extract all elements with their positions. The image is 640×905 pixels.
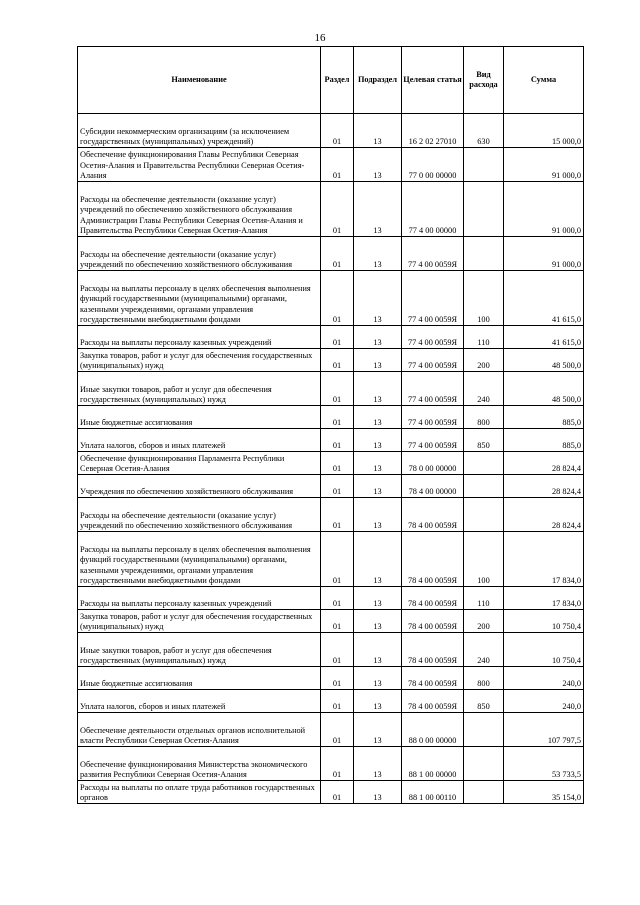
row-amount: 885,0 <box>504 406 584 429</box>
row-amount: 53 733,5 <box>504 747 584 781</box>
row-type: 240 <box>464 633 504 667</box>
table-row <box>78 781 584 804</box>
row-subsection: 13 <box>354 114 402 148</box>
row-name: Расходы на выплаты персоналу казенных учреждений <box>78 326 321 349</box>
row-name: Обеспечение деятельности отдельных органов исполнительной власти Республики Северная Осетия-Алания <box>78 713 321 747</box>
row-name: Обеспечение функционирования Министерства экономического развития Республики Северная Осетия-Алания <box>78 747 321 781</box>
row-section: 01 <box>321 182 354 237</box>
table-row <box>78 690 584 713</box>
row-subsection: 13 <box>354 406 402 429</box>
row-amount: 91 000,0 <box>504 182 584 237</box>
row-section: 01 <box>321 690 354 713</box>
row-amount: 107 797,5 <box>504 713 584 747</box>
row-type: 240 <box>464 372 504 406</box>
row-section: 01 <box>321 498 354 532</box>
row-name: Уплата налогов, сборов и иных платежей <box>78 690 321 713</box>
table-row <box>78 475 584 498</box>
header-name: Наименование <box>78 47 321 114</box>
row-type: 110 <box>464 326 504 349</box>
row-type: 200 <box>464 349 504 372</box>
row-name: Закупка товаров, работ и услуг для обеспечения государственных (муниципальных) нужд <box>78 610 321 633</box>
row-type: 800 <box>464 667 504 690</box>
row-name: Расходы на выплаты по оплате труда работников государственных органов <box>78 781 321 804</box>
row-name: Иные бюджетные ассигнования <box>78 667 321 690</box>
row-target: 78 4 00 0059Я <box>402 633 464 667</box>
row-type: 800 <box>464 406 504 429</box>
page-number: 16 <box>314 32 326 44</box>
row-subsection: 13 <box>354 498 402 532</box>
row-target: 77 4 00 0059Я <box>402 372 464 406</box>
row-section: 01 <box>321 237 354 271</box>
budget-table <box>77 46 584 804</box>
row-amount: 28 824,4 <box>504 498 584 532</box>
row-target: 78 0 00 00000 <box>402 452 464 475</box>
row-subsection: 13 <box>354 532 402 587</box>
row-section: 01 <box>321 747 354 781</box>
row-subsection: 13 <box>354 326 402 349</box>
row-target: 77 4 00 0059Я <box>402 349 464 372</box>
row-name: Уплата налогов, сборов и иных платежей <box>78 429 321 452</box>
row-subsection: 13 <box>354 237 402 271</box>
row-target: 78 4 00 0059Я <box>402 610 464 633</box>
row-section: 01 <box>321 326 354 349</box>
row-target: 88 1 00 00110 <box>402 781 464 804</box>
table-row <box>78 587 584 610</box>
row-amount: 10 750,4 <box>504 633 584 667</box>
row-type <box>464 182 504 237</box>
row-target: 78 4 00 0059Я <box>402 587 464 610</box>
table-row <box>78 610 584 633</box>
header-subsection: Подраздел <box>354 47 402 114</box>
row-name: Расходы на выплаты персоналу в целях обеспечения выполнения функций государственными (муниципальными) органами, казенными учреждениями, органами управления государственными внебюджетными фондами <box>78 271 321 326</box>
row-target: 78 4 00 0059Я <box>402 498 464 532</box>
row-target: 77 0 00 00000 <box>402 148 464 182</box>
table-row <box>78 498 584 532</box>
row-type: 100 <box>464 532 504 587</box>
row-subsection: 13 <box>354 667 402 690</box>
row-subsection: 13 <box>354 182 402 237</box>
row-subsection: 13 <box>354 713 402 747</box>
row-section: 01 <box>321 429 354 452</box>
row-target: 77 4 00 0059Я <box>402 429 464 452</box>
row-subsection: 13 <box>354 633 402 667</box>
table-row <box>78 148 584 182</box>
row-amount: 28 824,4 <box>504 452 584 475</box>
row-type: 200 <box>464 610 504 633</box>
row-name: Иные бюджетные ассигнования <box>78 406 321 429</box>
row-subsection: 13 <box>354 372 402 406</box>
row-target: 88 1 00 00000 <box>402 747 464 781</box>
row-type <box>464 781 504 804</box>
row-target: 78 4 00 00000 <box>402 475 464 498</box>
row-amount: 240,0 <box>504 667 584 690</box>
table-row <box>78 372 584 406</box>
row-name: Расходы на обеспечение деятельности (оказание услуг) учреждений по обеспечению хозяйственного обслуживания Администрации Главы Республики Северная Осетия-Алания и Правительства Республики Северная Осетия-Алания <box>78 182 321 237</box>
row-type <box>464 747 504 781</box>
table-row <box>78 114 584 148</box>
table-row <box>78 429 584 452</box>
row-amount: 41 615,0 <box>504 271 584 326</box>
row-section: 01 <box>321 372 354 406</box>
row-name: Иные закупки товаров, работ и услуг для обеспечения государственных (муниципальных) нужд <box>78 372 321 406</box>
table-row <box>78 326 584 349</box>
table-row <box>78 713 584 747</box>
row-name: Обеспечение функционирования Главы Республики Северная Осетия-Алания и Правительства Республики Северная Осетия-Алания <box>78 148 321 182</box>
row-section: 01 <box>321 475 354 498</box>
row-subsection: 13 <box>354 452 402 475</box>
row-name: Учреждения по обеспечению хозяйственного обслуживания <box>78 475 321 498</box>
row-type: 100 <box>464 271 504 326</box>
row-type: 850 <box>464 690 504 713</box>
row-amount: 28 824,4 <box>504 475 584 498</box>
row-subsection: 13 <box>354 349 402 372</box>
row-amount: 48 500,0 <box>504 349 584 372</box>
row-subsection: 13 <box>354 747 402 781</box>
row-amount: 91 000,0 <box>504 148 584 182</box>
row-amount: 15 000,0 <box>504 114 584 148</box>
row-amount: 17 834,0 <box>504 532 584 587</box>
header-section: Раздел <box>321 47 354 114</box>
row-name: Закупка товаров, работ и услуг для обеспечения государственных (муниципальных) нужд <box>78 349 321 372</box>
row-section: 01 <box>321 667 354 690</box>
row-name: Иные закупки товаров, работ и услуг для обеспечения государственных (муниципальных) нужд <box>78 633 321 667</box>
header-type: Вид расхода <box>464 47 504 114</box>
row-section: 01 <box>321 532 354 587</box>
row-target: 16 2 02 27010 <box>402 114 464 148</box>
row-type <box>464 713 504 747</box>
row-type: 850 <box>464 429 504 452</box>
row-name: Обеспечение функционирования Парламента Республики Северная Осетия-Алания <box>78 452 321 475</box>
row-type: 630 <box>464 114 504 148</box>
row-subsection: 13 <box>354 148 402 182</box>
row-subsection: 13 <box>354 475 402 498</box>
row-amount: 41 615,0 <box>504 326 584 349</box>
row-type <box>464 498 504 532</box>
row-amount: 91 000,0 <box>504 237 584 271</box>
row-type <box>464 475 504 498</box>
row-subsection: 13 <box>354 781 402 804</box>
row-type <box>464 237 504 271</box>
row-section: 01 <box>321 781 354 804</box>
table-row <box>78 452 584 475</box>
header-amount: Сумма <box>504 47 584 114</box>
table-row <box>78 271 584 326</box>
table-row <box>78 349 584 372</box>
row-section: 01 <box>321 452 354 475</box>
row-section: 01 <box>321 587 354 610</box>
table-row <box>78 747 584 781</box>
table-row <box>78 406 584 429</box>
row-subsection: 13 <box>354 610 402 633</box>
table-header-row <box>78 47 584 114</box>
table-row <box>78 532 584 587</box>
table-row <box>78 667 584 690</box>
row-name: Расходы на обеспечение деятельности (оказание услуг) учреждений по обеспечению хозяйственного обслуживания <box>78 237 321 271</box>
row-type <box>464 148 504 182</box>
row-subsection: 13 <box>354 271 402 326</box>
row-subsection: 13 <box>354 587 402 610</box>
row-section: 01 <box>321 148 354 182</box>
row-target: 77 4 00 0059Я <box>402 237 464 271</box>
row-section: 01 <box>321 271 354 326</box>
row-name: Расходы на выплаты персоналу казенных учреждений <box>78 587 321 610</box>
row-subsection: 13 <box>354 429 402 452</box>
row-name: Расходы на выплаты персоналу в целях обеспечения выполнения функций государственными (муниципальными) органами, казенными учреждениями, органами управления государственными внебюджетными фондами <box>78 532 321 587</box>
row-amount: 48 500,0 <box>504 372 584 406</box>
row-amount: 10 750,4 <box>504 610 584 633</box>
row-name: Расходы на обеспечение деятельности (оказание услуг) учреждений по обеспечению хозяйственного обслуживания <box>78 498 321 532</box>
row-target: 78 4 00 0059Я <box>402 667 464 690</box>
row-target: 77 4 00 00000 <box>402 182 464 237</box>
row-subsection: 13 <box>354 690 402 713</box>
row-section: 01 <box>321 406 354 429</box>
table-row <box>78 237 584 271</box>
row-amount: 35 154,0 <box>504 781 584 804</box>
row-section: 01 <box>321 349 354 372</box>
row-type: 110 <box>464 587 504 610</box>
row-section: 01 <box>321 713 354 747</box>
row-section: 01 <box>321 610 354 633</box>
header-target: Целевая статья <box>402 47 464 114</box>
row-type <box>464 452 504 475</box>
row-amount: 885,0 <box>504 429 584 452</box>
row-amount: 17 834,0 <box>504 587 584 610</box>
table-row <box>78 633 584 667</box>
row-target: 77 4 00 0059Я <box>402 271 464 326</box>
row-section: 01 <box>321 114 354 148</box>
row-target: 88 0 00 00000 <box>402 713 464 747</box>
row-section: 01 <box>321 633 354 667</box>
row-amount: 240,0 <box>504 690 584 713</box>
table-row <box>78 182 584 237</box>
row-target: 78 4 00 0059Я <box>402 532 464 587</box>
row-target: 78 4 00 0059Я <box>402 690 464 713</box>
row-name: Субсидии некоммерческим организациям (за исключением государственных (муниципальных) учреждений) <box>78 114 321 148</box>
row-target: 77 4 00 0059Я <box>402 326 464 349</box>
row-target: 77 4 00 0059Я <box>402 406 464 429</box>
